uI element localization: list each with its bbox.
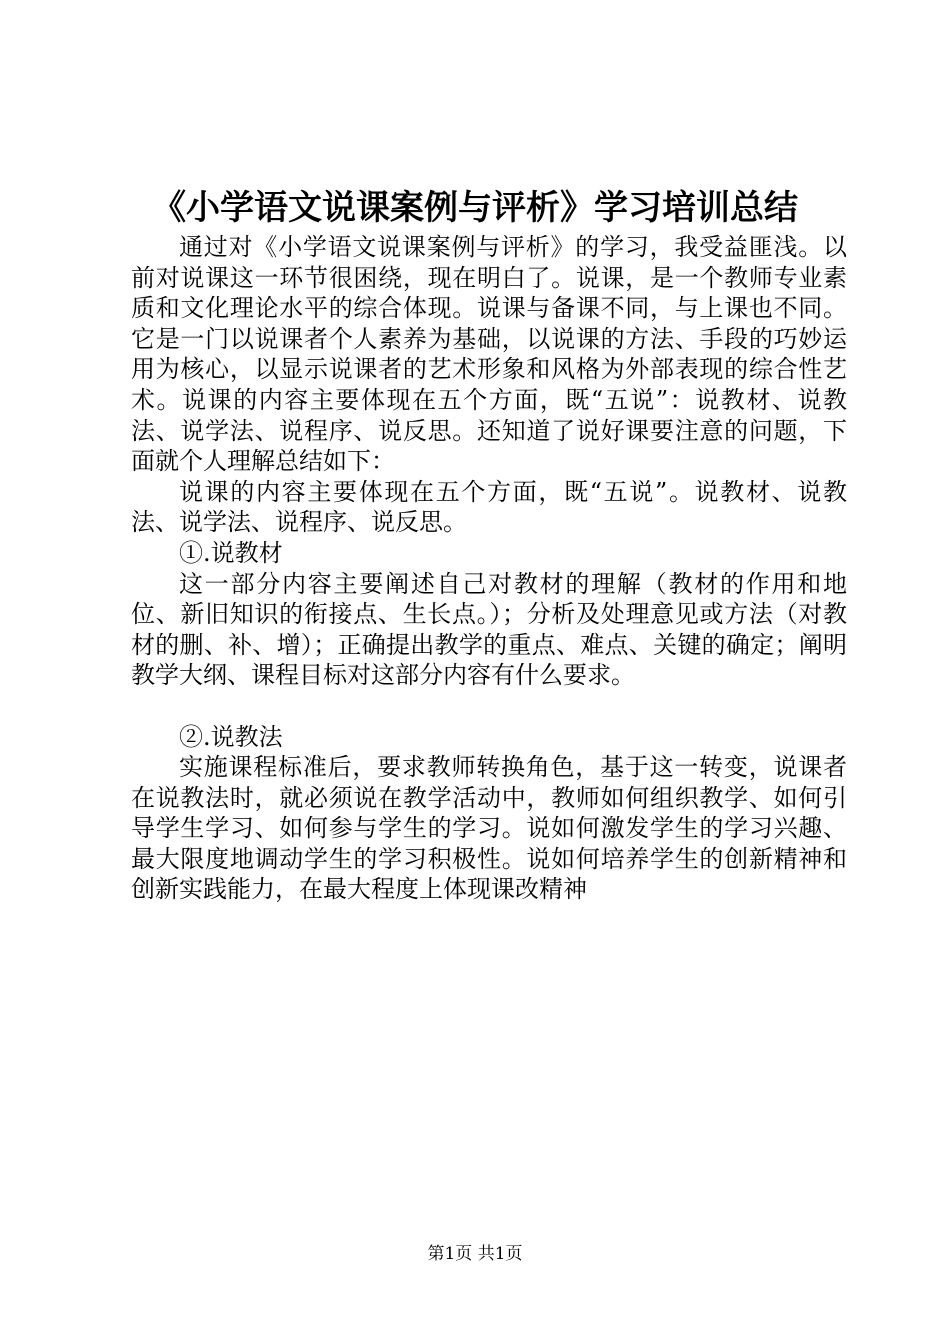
document-body bbox=[131, 232, 847, 905]
section-heading-teaching-material: ①.说教材 bbox=[179, 538, 283, 567]
blank-line bbox=[131, 691, 847, 722]
five-points-paragraph: 说课的内容主要体现在五个方面，既“五说”。说教材、说教法、说学法、说程序、说反思。 bbox=[131, 477, 847, 537]
section-text-teaching-method: 实施课程标准后，要求教师转换角色，基于这一转变，说课者在说教法时，就必须说在教学活动中，教师如何组织教学、如何引导学生学习、如何参与学生的学习。说如何激发学生的学习兴趣、最大限度地调动学生的学习积极性。说如何培养学生的创新精神和创新实践能力，在最大程度上体现课改精神 bbox=[131, 753, 847, 904]
page-number: 第1页 共1页 bbox=[427, 1244, 523, 1264]
section-heading-teaching-method: ②.说教法 bbox=[179, 722, 283, 751]
section-text-teaching-material: 这一部分内容主要阐述自己对教材的理解（教材的作用和地位、新旧知识的衔接点、生长点。）；分析及处理意见或方法（对教材的删、补、增）；正确提出教学的重点、难点、关键的确定；阐明教学大纲、课程目标对这部分内容有什么要求。 bbox=[131, 569, 847, 690]
page-title: 《小学语文说课案例与评析》学习培训总结 bbox=[152, 188, 798, 228]
intro-paragraph: 通过对《小学语文说课案例与评析》的学习，我受益匪浅。以前对说课这一环节很困绕，现在明白了。说课，是一个教师专业素质和文化理论水平的综合体现。说课与备课不同，与上课也不同。它是一门以说课者个人素养为基础，以说课的方法、手段的巧妙运用为核心，以显示说课者的艺术形象和风格为外部表现的综合性艺术。说课的内容主要体现在五个方面，既“五说”：说教材、说教法、说学法、说程序、说反思。还知道了说好课要注意的问题，下面就个人理解总结如下： bbox=[131, 233, 847, 476]
